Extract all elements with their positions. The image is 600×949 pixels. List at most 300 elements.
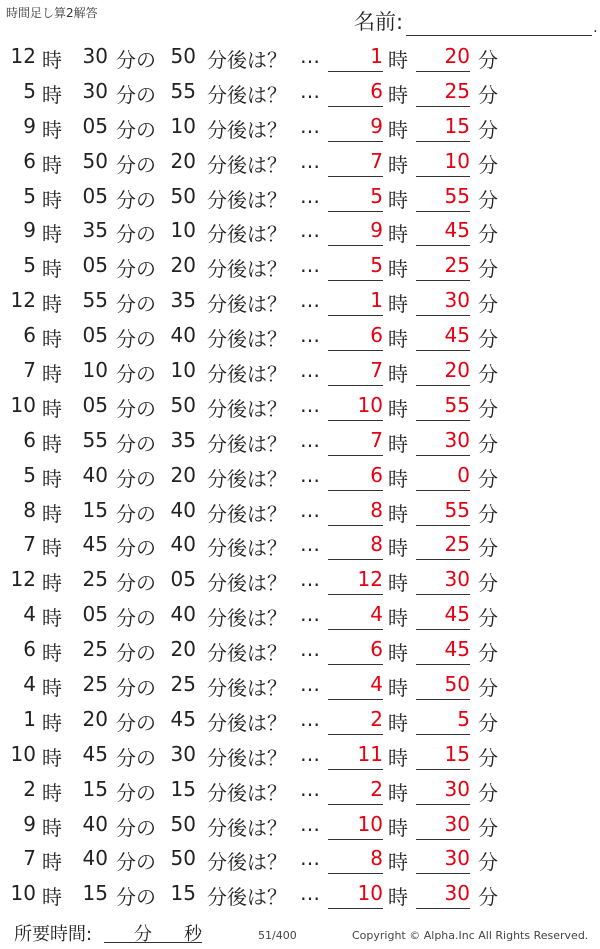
answer-minute-label: 分 [478,571,498,596]
start-minute: 55 [82,427,108,452]
answer-hour-label: 時 [388,466,408,491]
problem-row [0,494,600,529]
time-required-label: 所要時間: [14,924,93,945]
after-label: 分後は？ [207,222,287,247]
answer-hour-label: 時 [388,536,408,561]
answer-hour-label: 時 [388,222,408,247]
after-label: 分後は？ [207,710,287,735]
added-minutes: 50 [170,183,196,208]
answer-minute: 50 [416,672,470,700]
answer-hour: 8 [328,532,383,560]
start-hour: 10 [10,741,36,766]
answer-hour-label: 時 [388,257,408,282]
start-minute: 55 [82,288,108,313]
answer-hour-label: 時 [388,641,408,666]
minute-of-label: 分の [116,850,156,875]
answer-minute: 10 [416,149,470,177]
answer-minute-label: 分 [478,850,498,875]
start-hour: 8 [23,497,36,522]
after-label: 分後は？ [207,606,287,631]
start-hour: 5 [23,78,36,103]
added-minutes: 35 [170,427,196,452]
added-minutes: 20 [170,637,196,662]
start-hour: 5 [23,183,36,208]
worksheet-title: 時間足し算2解答 [6,6,98,20]
answer-hour: 7 [328,149,383,177]
answer-minute: 55 [416,498,470,526]
answer-minute: 20 [416,44,470,72]
added-minutes: 40 [170,602,196,627]
answer-hour-label: 時 [388,780,408,805]
answer-minute-label: 分 [478,641,498,666]
answer-hour-label: 時 [388,48,408,72]
problem-row [0,354,600,389]
minute-of-label: 分の [116,745,156,770]
start-minute: 05 [82,183,108,208]
start-minute: 15 [82,776,108,801]
answer-hour-label: 時 [388,745,408,770]
problem-row [0,773,600,808]
added-minutes: 50 [170,44,196,68]
after-label: 分後は？ [207,292,287,317]
hour-label: 時 [42,187,62,212]
answer-hour: 4 [328,672,383,700]
problem-row [0,40,600,75]
answer-minute: 30 [416,812,470,840]
answer-hour: 6 [328,79,383,107]
answer-hour-label: 時 [388,710,408,735]
problem-row [0,842,600,877]
answer-minute-label: 分 [478,815,498,840]
start-minute: 45 [82,741,108,766]
minute-of-label: 分の [116,466,156,491]
after-label: 分後は？ [207,536,287,561]
after-label: 分後は？ [207,501,287,526]
hour-label: 時 [42,82,62,107]
minute-of-label: 分の [116,222,156,247]
start-minute: 25 [82,637,108,662]
answer-hour: 10 [328,393,383,421]
after-label: 分後は？ [207,676,287,701]
hour-label: 時 [42,780,62,805]
answer-minute: 30 [416,567,470,595]
minute-of-label: 分の [116,292,156,317]
minute-of-label: 分の [116,501,156,526]
problem-row [0,738,600,773]
minute-of-label: 分の [116,641,156,666]
after-label: 分後は？ [207,82,287,107]
answer-minute-label: 分 [478,396,498,421]
start-minute: 05 [82,602,108,627]
ellipsis: … [300,637,320,662]
hour-label: 時 [42,362,62,387]
minute-of-label: 分の [116,117,156,142]
answer-minute: 45 [416,323,470,351]
name-label: 名前: [354,10,404,34]
answer-minute: 25 [416,532,470,560]
added-minutes: 15 [170,881,196,906]
ellipsis: … [300,78,320,103]
answer-minute-label: 分 [478,362,498,387]
problem-row [0,703,600,738]
hour-label: 時 [42,815,62,840]
added-minutes: 55 [170,78,196,103]
answer-minute-label: 分 [478,117,498,142]
start-hour: 1 [23,706,36,731]
after-label: 分後は？ [207,815,287,840]
ellipsis: … [300,741,320,766]
start-hour: 10 [10,881,36,906]
answer-hour-label: 時 [388,117,408,142]
hour-label: 時 [42,606,62,631]
answer-hour: 5 [328,253,383,281]
minute-of-label: 分の [116,257,156,282]
answer-minute: 30 [416,846,470,874]
minute-of-label: 分の [116,396,156,421]
answer-minute: 5 [416,707,470,735]
problem-row [0,877,600,912]
ellipsis: … [300,672,320,697]
start-hour: 6 [23,323,36,348]
after-label: 分後は？ [207,466,287,491]
hour-label: 時 [42,396,62,421]
answer-minute: 30 [416,428,470,456]
problem-row [0,598,600,633]
answer-hour: 9 [328,218,383,246]
answer-minute: 55 [416,393,470,421]
answer-hour-label: 時 [388,606,408,631]
start-hour: 5 [23,253,36,278]
answer-minute-label: 分 [478,48,498,72]
answer-hour: 6 [328,463,383,491]
ellipsis: … [300,44,320,68]
after-label: 分後は？ [207,362,287,387]
time-required-blank [104,920,202,943]
ellipsis: … [300,497,320,522]
problem-row [0,563,600,598]
hour-label: 時 [42,710,62,735]
minute-of-label: 分の [116,431,156,456]
problem-row [0,459,600,494]
minute-of-label: 分の [116,710,156,735]
answer-hour: 10 [328,812,383,840]
added-minutes: 10 [170,218,196,243]
minute-of-label: 分の [116,152,156,177]
answer-minute: 20 [416,358,470,386]
minutes-unit: 分 [134,924,152,945]
hour-label: 時 [42,222,62,247]
answer-hour: 2 [328,777,383,805]
ellipsis: … [300,846,320,871]
problem-row [0,389,600,424]
hour-label: 時 [42,571,62,596]
start-hour: 9 [23,218,36,243]
after-label: 分後は？ [207,641,287,666]
after-label: 分後は？ [207,885,287,910]
start-hour: 4 [23,672,36,697]
answer-minute: 25 [416,253,470,281]
added-minutes: 30 [170,741,196,766]
name-field [354,6,598,36]
start-hour: 7 [23,846,36,871]
answer-minute-label: 分 [478,187,498,212]
answer-minute-label: 分 [478,222,498,247]
answer-minute-label: 分 [478,466,498,491]
after-label: 分後は？ [207,152,287,177]
answer-minute: 25 [416,79,470,107]
start-hour: 6 [23,637,36,662]
start-minute: 25 [82,672,108,697]
answer-minute-label: 分 [478,885,498,910]
answer-minute: 0 [416,463,470,491]
answer-minute-label: 分 [478,292,498,317]
after-label: 分後は？ [207,396,287,421]
problem-row [0,249,600,284]
hour-label: 時 [42,885,62,910]
answer-hour-label: 時 [388,82,408,107]
answer-hour-label: 時 [388,815,408,840]
answer-minute: 45 [416,637,470,665]
minute-of-label: 分の [116,606,156,631]
answer-minute: 45 [416,218,470,246]
ellipsis: … [300,881,320,906]
name-dot: . [593,20,598,36]
ellipsis: … [300,183,320,208]
start-minute: 20 [82,706,108,731]
name-blank-line [406,13,592,36]
start-hour: 7 [23,532,36,557]
answer-minute: 30 [416,288,470,316]
minute-of-label: 分の [116,815,156,840]
hour-label: 時 [42,257,62,282]
start-hour: 7 [23,358,36,383]
added-minutes: 40 [170,532,196,557]
problem-row [0,75,600,110]
problem-row [0,528,600,563]
answer-hour-label: 時 [388,501,408,526]
minute-of-label: 分の [116,327,156,352]
hour-label: 時 [42,466,62,491]
minute-of-label: 分の [116,362,156,387]
answer-minute: 30 [416,777,470,805]
ellipsis: … [300,358,320,383]
start-hour: 6 [23,148,36,173]
ellipsis: … [300,811,320,836]
problem-list [0,40,600,912]
start-hour: 12 [10,44,36,68]
hour-label: 時 [42,676,62,701]
hour-label: 時 [42,292,62,317]
ellipsis: … [300,427,320,452]
answer-hour-label: 時 [388,676,408,701]
minute-of-label: 分の [116,676,156,701]
added-minutes: 50 [170,811,196,836]
answer-hour: 7 [328,358,383,386]
ellipsis: … [300,532,320,557]
answer-hour: 2 [328,707,383,735]
answer-minute-label: 分 [478,536,498,561]
start-minute: 35 [82,218,108,243]
answer-minute-label: 分 [478,606,498,631]
added-minutes: 45 [170,706,196,731]
answer-hour-label: 時 [388,571,408,596]
minute-of-label: 分の [116,571,156,596]
after-label: 分後は？ [207,117,287,142]
start-hour: 6 [23,427,36,452]
answer-minute: 55 [416,184,470,212]
start-minute: 40 [82,462,108,487]
answer-hour-label: 時 [388,885,408,910]
hour-label: 時 [42,501,62,526]
start-minute: 15 [82,497,108,522]
ellipsis: … [300,776,320,801]
problem-row [0,424,600,459]
start-hour: 12 [10,567,36,592]
ellipsis: … [300,392,320,417]
ellipsis: … [300,148,320,173]
hour-label: 時 [42,431,62,456]
answer-hour: 11 [328,742,383,770]
start-minute: 15 [82,881,108,906]
start-minute: 30 [82,78,108,103]
ellipsis: … [300,323,320,348]
answer-hour: 6 [328,637,383,665]
ellipsis: … [300,113,320,138]
hour-label: 時 [42,48,62,72]
ellipsis: … [300,288,320,313]
start-hour: 9 [23,811,36,836]
hour-label: 時 [42,536,62,561]
start-minute: 50 [82,148,108,173]
answer-hour-label: 時 [388,850,408,875]
answer-minute-label: 分 [478,82,498,107]
hour-label: 時 [42,327,62,352]
answer-hour-label: 時 [388,327,408,352]
added-minutes: 10 [170,358,196,383]
added-minutes: 20 [170,148,196,173]
start-hour: 12 [10,288,36,313]
start-minute: 30 [82,44,108,68]
answer-minute: 30 [416,881,470,909]
problem-row [0,110,600,145]
problem-row [0,145,600,180]
answer-hour-label: 時 [388,396,408,421]
answer-hour-label: 時 [388,362,408,387]
ellipsis: … [300,218,320,243]
minute-of-label: 分の [116,536,156,561]
after-label: 分後は？ [207,48,287,72]
answer-minute-label: 分 [478,710,498,735]
start-hour: 9 [23,113,36,138]
added-minutes: 35 [170,288,196,313]
answer-hour: 9 [328,114,383,142]
answer-hour: 1 [328,44,383,72]
answer-minute-label: 分 [478,431,498,456]
added-minutes: 50 [170,846,196,871]
start-hour: 2 [23,776,36,801]
answer-minute-label: 分 [478,152,498,177]
answer-hour: 10 [328,881,383,909]
answer-hour: 1 [328,288,383,316]
answer-hour-label: 時 [388,187,408,212]
answer-minute: 15 [416,114,470,142]
problem-row [0,214,600,249]
answer-hour: 7 [328,428,383,456]
added-minutes: 15 [170,776,196,801]
start-minute: 10 [82,358,108,383]
start-hour: 10 [10,392,36,417]
after-label: 分後は？ [207,257,287,282]
start-minute: 40 [82,846,108,871]
added-minutes: 40 [170,323,196,348]
after-label: 分後は？ [207,745,287,770]
hour-label: 時 [42,745,62,770]
start-hour: 5 [23,462,36,487]
after-label: 分後は？ [207,850,287,875]
page-number: 51/400 [258,929,297,942]
added-minutes: 25 [170,672,196,697]
minute-of-label: 分の [116,82,156,107]
start-minute: 25 [82,567,108,592]
answer-minute-label: 分 [478,676,498,701]
answer-hour-label: 時 [388,292,408,317]
problem-row [0,633,600,668]
start-hour: 4 [23,602,36,627]
hour-label: 時 [42,850,62,875]
minute-of-label: 分の [116,48,156,72]
answer-minute-label: 分 [478,257,498,282]
start-minute: 05 [82,323,108,348]
minute-of-label: 分の [116,187,156,212]
ellipsis: … [300,706,320,731]
hour-label: 時 [42,641,62,666]
answer-hour: 12 [328,567,383,595]
after-label: 分後は？ [207,780,287,805]
after-label: 分後は？ [207,187,287,212]
after-label: 分後は？ [207,327,287,352]
added-minutes: 05 [170,567,196,592]
answer-minute-label: 分 [478,780,498,805]
added-minutes: 50 [170,392,196,417]
answer-hour-label: 時 [388,431,408,456]
answer-hour: 8 [328,846,383,874]
problem-row [0,180,600,215]
hour-label: 時 [42,152,62,177]
ellipsis: … [300,567,320,592]
problem-row [0,284,600,319]
minute-of-label: 分の [116,885,156,910]
hour-label: 時 [42,117,62,142]
problem-row [0,668,600,703]
start-minute: 05 [82,253,108,278]
answer-minute-label: 分 [478,745,498,770]
start-minute: 40 [82,811,108,836]
ellipsis: … [300,462,320,487]
ellipsis: … [300,602,320,627]
answer-minute: 15 [416,742,470,770]
after-label: 分後は？ [207,571,287,596]
answer-hour: 4 [328,602,383,630]
start-minute: 45 [82,532,108,557]
start-minute: 05 [82,392,108,417]
answer-hour: 8 [328,498,383,526]
added-minutes: 40 [170,497,196,522]
seconds-unit: 秒 [184,924,202,945]
problem-row [0,808,600,843]
problem-row [0,319,600,354]
answer-hour-label: 時 [388,152,408,177]
start-minute: 05 [82,113,108,138]
